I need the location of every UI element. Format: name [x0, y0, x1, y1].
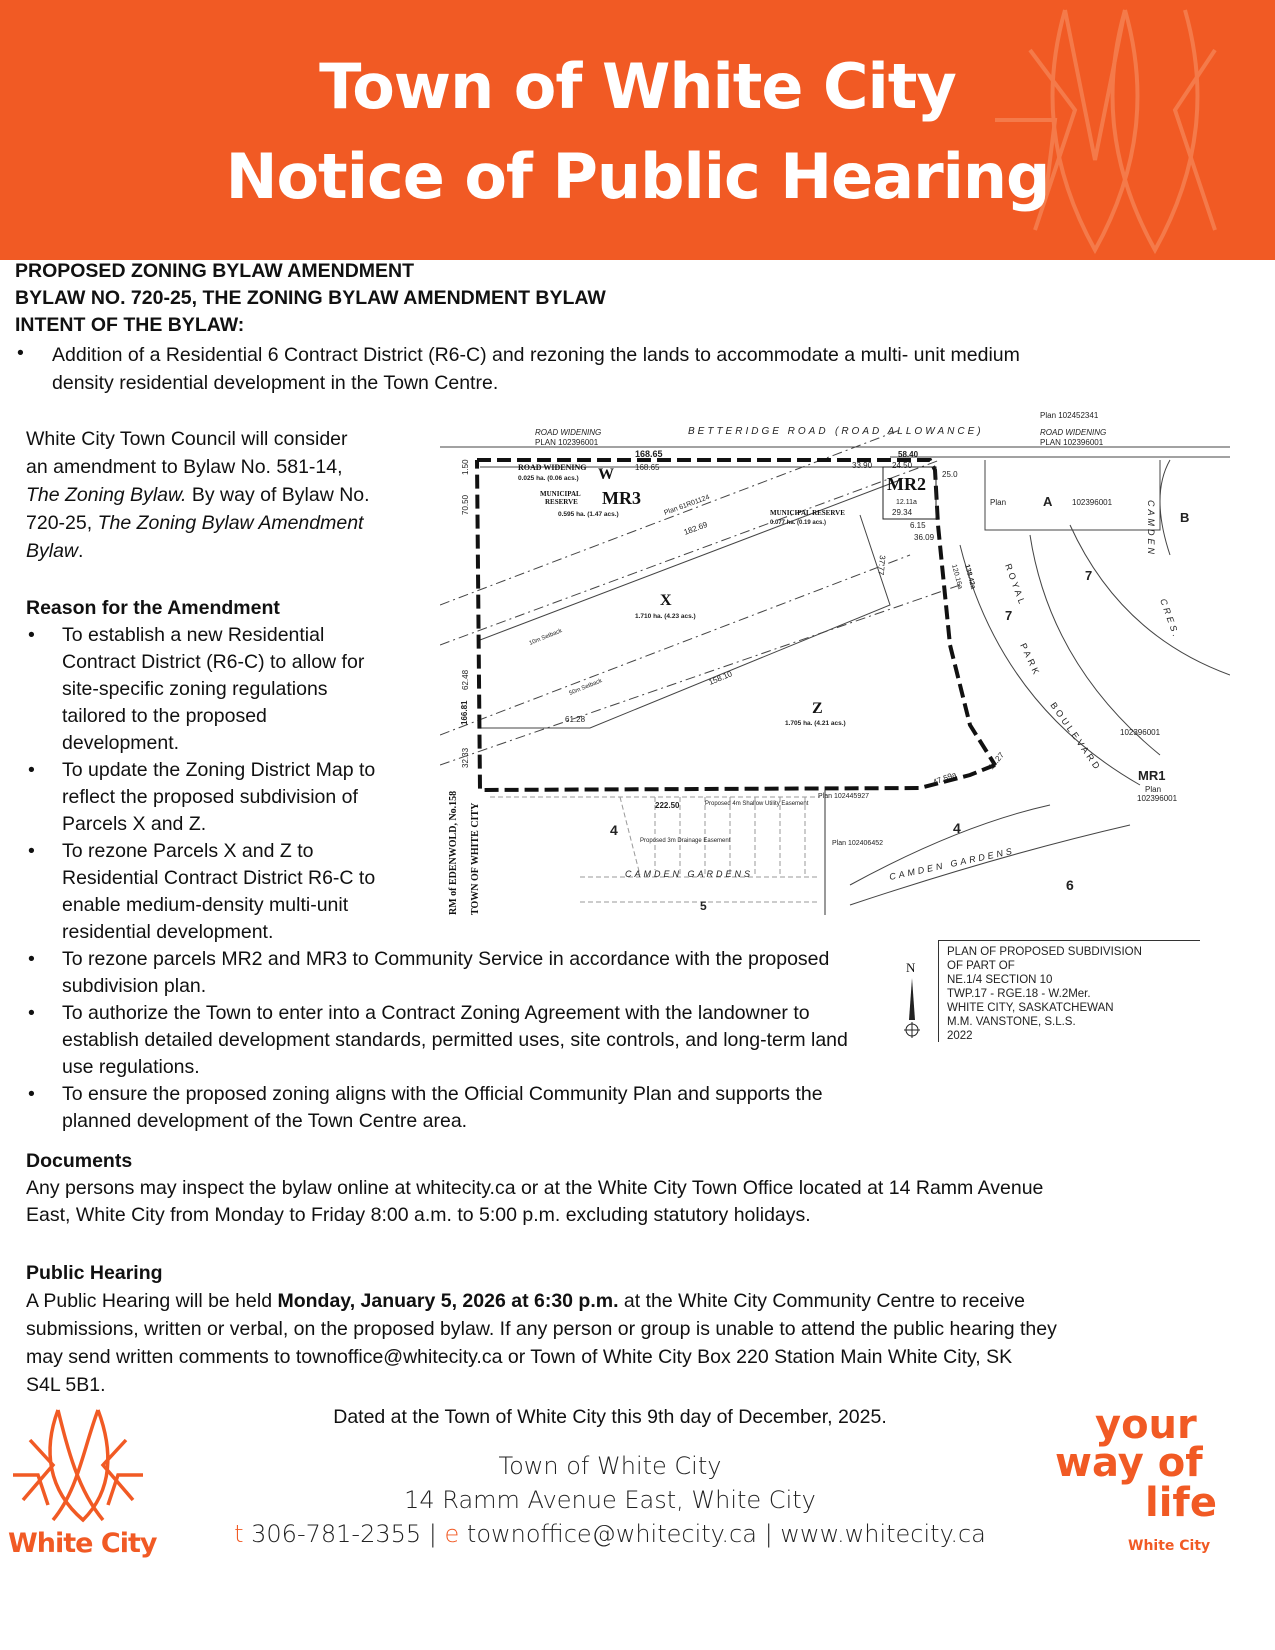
svg-text:PLAN 102396001: PLAN 102396001	[1040, 438, 1104, 447]
svg-text:25.0: 25.0	[942, 470, 958, 479]
svg-text:MUNICIPAL: MUNICIPAL	[540, 490, 581, 498]
svg-text:Plan 102406452: Plan 102406452	[832, 840, 883, 847]
council-line5: Bylaw.	[26, 540, 84, 562]
lotus-watermark-icon	[975, 0, 1275, 260]
svg-text:70.50: 70.50	[461, 494, 470, 515]
svg-text:W: W	[598, 466, 614, 483]
svg-text:0.025 ha. (0.06 acs.): 0.025 ha. (0.06 acs.)	[518, 475, 579, 482]
svg-text:RESERVE: RESERVE	[545, 498, 578, 506]
svg-text:(ROAD ALLOWANCE): (ROAD ALLOWANCE)	[835, 426, 984, 437]
bullet-icon: •	[28, 840, 35, 862]
svg-text:58.40: 58.40	[898, 450, 919, 459]
footer-contact: t 306-781-2355 | e townoffice@whitecity.ca | www.whitecity.ca	[234, 1520, 986, 1548]
svg-text:BOULEVARD: BOULEVARD	[1048, 700, 1104, 774]
north-arrow-icon	[900, 958, 924, 1043]
svg-text:37.77: 37.77	[876, 554, 887, 576]
svg-text:1.50: 1.50	[461, 459, 470, 475]
svg-text:Plan 61R01124: Plan 61R01124	[663, 493, 711, 517]
svg-text:Z: Z	[812, 700, 823, 717]
svg-text:7: 7	[1005, 608, 1013, 623]
council-line1: White City Town Council will consider	[26, 428, 348, 450]
svg-text:4: 4	[610, 822, 618, 838]
svg-text:ROAD WIDENING: ROAD WIDENING	[535, 428, 602, 437]
bullet-icon: •	[28, 1002, 35, 1024]
header-title-line1: Town of White City	[319, 50, 956, 123]
svg-text:Plan: Plan	[1145, 785, 1162, 794]
svg-text:62.48: 62.48	[461, 669, 470, 690]
svg-text:24.50: 24.50	[892, 461, 913, 470]
svg-text:A: A	[1043, 494, 1053, 509]
svg-text:MR1: MR1	[1138, 768, 1166, 783]
svg-text:12.11a: 12.11a	[896, 499, 917, 506]
svg-text:RM of EDENWOLD, No.158: RM of EDENWOLD, No.158	[448, 790, 459, 915]
reason-heading: Reason for the Amendment	[26, 597, 280, 619]
svg-text:Plan 102452341: Plan 102452341	[1040, 411, 1099, 420]
svg-text:X: X	[660, 592, 672, 609]
svg-text:50m Setback: 50m Setback	[568, 678, 604, 697]
svg-text:138.42a: 138.42a	[963, 563, 977, 590]
svg-text:168.65: 168.65	[635, 463, 660, 472]
documents-heading: Documents	[26, 1150, 133, 1172]
svg-text:CAMDEN GARDENS: CAMDEN GARDENS	[888, 845, 1016, 882]
footer-org: Town of White City	[498, 1452, 722, 1480]
heading-bylaw-no: BYLAW NO. 720-25, THE ZONING BYLAW AMENDMENT BYLAW	[15, 287, 606, 309]
svg-text:11.27: 11.27	[986, 750, 1007, 772]
svg-text:N: N	[906, 960, 916, 975]
subdivision-plan-map	[440, 405, 1230, 930]
intent-line2: density residential development in the Town Centre.	[52, 372, 499, 394]
svg-text:ROAD WIDENING: ROAD WIDENING	[1040, 428, 1107, 437]
svg-text:102396001: 102396001	[1137, 794, 1178, 803]
bullet-icon: •	[28, 1083, 35, 1105]
white-city-logo	[8, 1405, 156, 1559]
svg-text:Plan: Plan	[990, 498, 1007, 507]
svg-text:166.81: 166.81	[460, 700, 469, 725]
svg-text:1.705 ha. (4.21 acs.): 1.705 ha. (4.21 acs.)	[785, 720, 846, 727]
dated-line: Dated at the Town of White City this 9th day of December, 2025.	[333, 1406, 887, 1428]
intent-line1: Addition of a Residential 6 Contract District (R6-C) and rezoning the lands to accommodate a multi- unit medium	[52, 344, 1020, 366]
svg-text:PARK: PARK	[1018, 641, 1043, 679]
svg-text:102396001: 102396001	[1072, 498, 1113, 507]
hearing-line2: submissions, written or verbal, on the proposed bylaw. If any person or group is unable to attend the public hearing they	[26, 1318, 1057, 1340]
lotus-logo-icon	[8, 1405, 148, 1525]
svg-text:7: 7	[1085, 568, 1093, 583]
header-banner	[0, 0, 1275, 260]
svg-text:MUNICIPAL RESERVE: MUNICIPAL RESERVE	[770, 509, 845, 517]
heading-proposed: PROPOSED ZONING BYLAW AMENDMENT	[15, 260, 415, 282]
council-line2: an amendment to Bylaw No. 581-14,	[26, 456, 343, 478]
hearing-line3: may send written comments to townoffice@whitecity.ca or Town of White City Box 220 Station Main White City, SK	[26, 1346, 1013, 1368]
svg-text:ROAD WIDENING: ROAD WIDENING	[518, 463, 587, 472]
svg-text:36.09: 36.09	[914, 533, 935, 542]
svg-text:0.077 ha. (0.19 acs.): 0.077 ha. (0.19 acs.)	[770, 520, 827, 526]
svg-text:168.65: 168.65	[635, 449, 663, 459]
svg-text:CAMDEN GARDENS: CAMDEN GARDENS	[625, 869, 754, 879]
svg-text:BETTERIDGE ROAD: BETTERIDGE ROAD	[688, 426, 829, 437]
svg-text:Proposed 3m Drainage Easement: Proposed 3m Drainage Easement	[640, 838, 731, 844]
hearing-heading: Public Hearing	[26, 1262, 163, 1284]
svg-text:TOWN OF WHITE CITY: TOWN OF WHITE CITY	[470, 802, 481, 915]
svg-text:Proposed 4m Shallow Utility Ea: Proposed 4m Shallow Utility Easement	[705, 801, 809, 807]
svg-text:182.69: 182.69	[682, 520, 709, 537]
svg-text:158.10: 158.10	[707, 669, 734, 687]
hearing-line4: S4L 5B1.	[26, 1374, 106, 1396]
bullet-icon: •	[28, 948, 35, 970]
svg-text:4: 4	[953, 820, 961, 836]
svg-text:120.16a: 120.16a	[950, 563, 964, 590]
svg-text:33.90: 33.90	[852, 461, 873, 470]
svg-text:1.710 ha. (4.23 acs.): 1.710 ha. (4.23 acs.)	[635, 613, 696, 620]
svg-text:102396001: 102396001	[1120, 728, 1161, 737]
svg-text:10m Setback: 10m Setback	[528, 628, 564, 647]
bullet-icon: •	[17, 342, 24, 364]
plan-legend: PLAN OF PROPOSED SUBDIVISION OF PART OF NE.1/4 SECTION 10 TWP.17 - RGE.18 - W.2Mer. WHITE CITY, SASKATCHEWAN M.M. VANSTONE, S.L.S. 2022	[938, 940, 1200, 1042]
documents-line2: East, White City from Monday to Friday 8:00 a.m. to 5:00 p.m. excluding statutory holidays.	[26, 1204, 811, 1226]
svg-text:PLAN 102396001: PLAN 102396001	[535, 438, 599, 447]
svg-text:47.59a: 47.59a	[931, 770, 958, 787]
bullet-icon: •	[28, 624, 35, 646]
council-line3: The Zoning Bylaw. By way of Bylaw No.	[26, 484, 370, 506]
bullet-icon: •	[28, 759, 35, 781]
svg-text:29.34: 29.34	[892, 508, 913, 517]
svg-text:B: B	[1180, 510, 1190, 525]
documents-line1: Any persons may inspect the bylaw online at whitecity.ca or at the White City Town Office located at 14 Ramm Avenue	[26, 1177, 1044, 1199]
logo-text: White City	[8, 1528, 157, 1559]
header-title-line2: Notice of Public Hearing	[225, 140, 1050, 213]
svg-text:32.33: 32.33	[461, 747, 470, 768]
hearing-line1: A Public Hearing will be held Monday, January 5, 2026 at 6:30 p.m. at the White City Community Centre to receive	[26, 1290, 1025, 1312]
svg-text:MR3: MR3	[602, 488, 641, 508]
svg-text:Plan 102445927: Plan 102445927	[818, 793, 869, 800]
svg-text:5: 5	[700, 899, 707, 913]
svg-text:CAMDEN: CAMDEN	[1146, 500, 1156, 558]
svg-text:CRES.: CRES.	[1158, 597, 1183, 641]
svg-text:0.595 ha. (1.47 acs.): 0.595 ha. (1.47 acs.)	[558, 511, 619, 518]
svg-text:222.50: 222.50	[655, 801, 680, 810]
svg-text:61.28: 61.28	[565, 715, 586, 724]
svg-text:MR2: MR2	[887, 474, 926, 494]
footer-address: 14 Ramm Avenue East, White City	[404, 1486, 816, 1514]
svg-text:6: 6	[1066, 877, 1074, 893]
svg-text:ROYAL: ROYAL	[1003, 562, 1028, 608]
council-line4: 720-25, The Zoning Bylaw Amendment	[26, 512, 364, 534]
heading-intent: INTENT OF THE BYLAW:	[15, 314, 245, 336]
svg-text:6.15: 6.15	[910, 521, 926, 530]
